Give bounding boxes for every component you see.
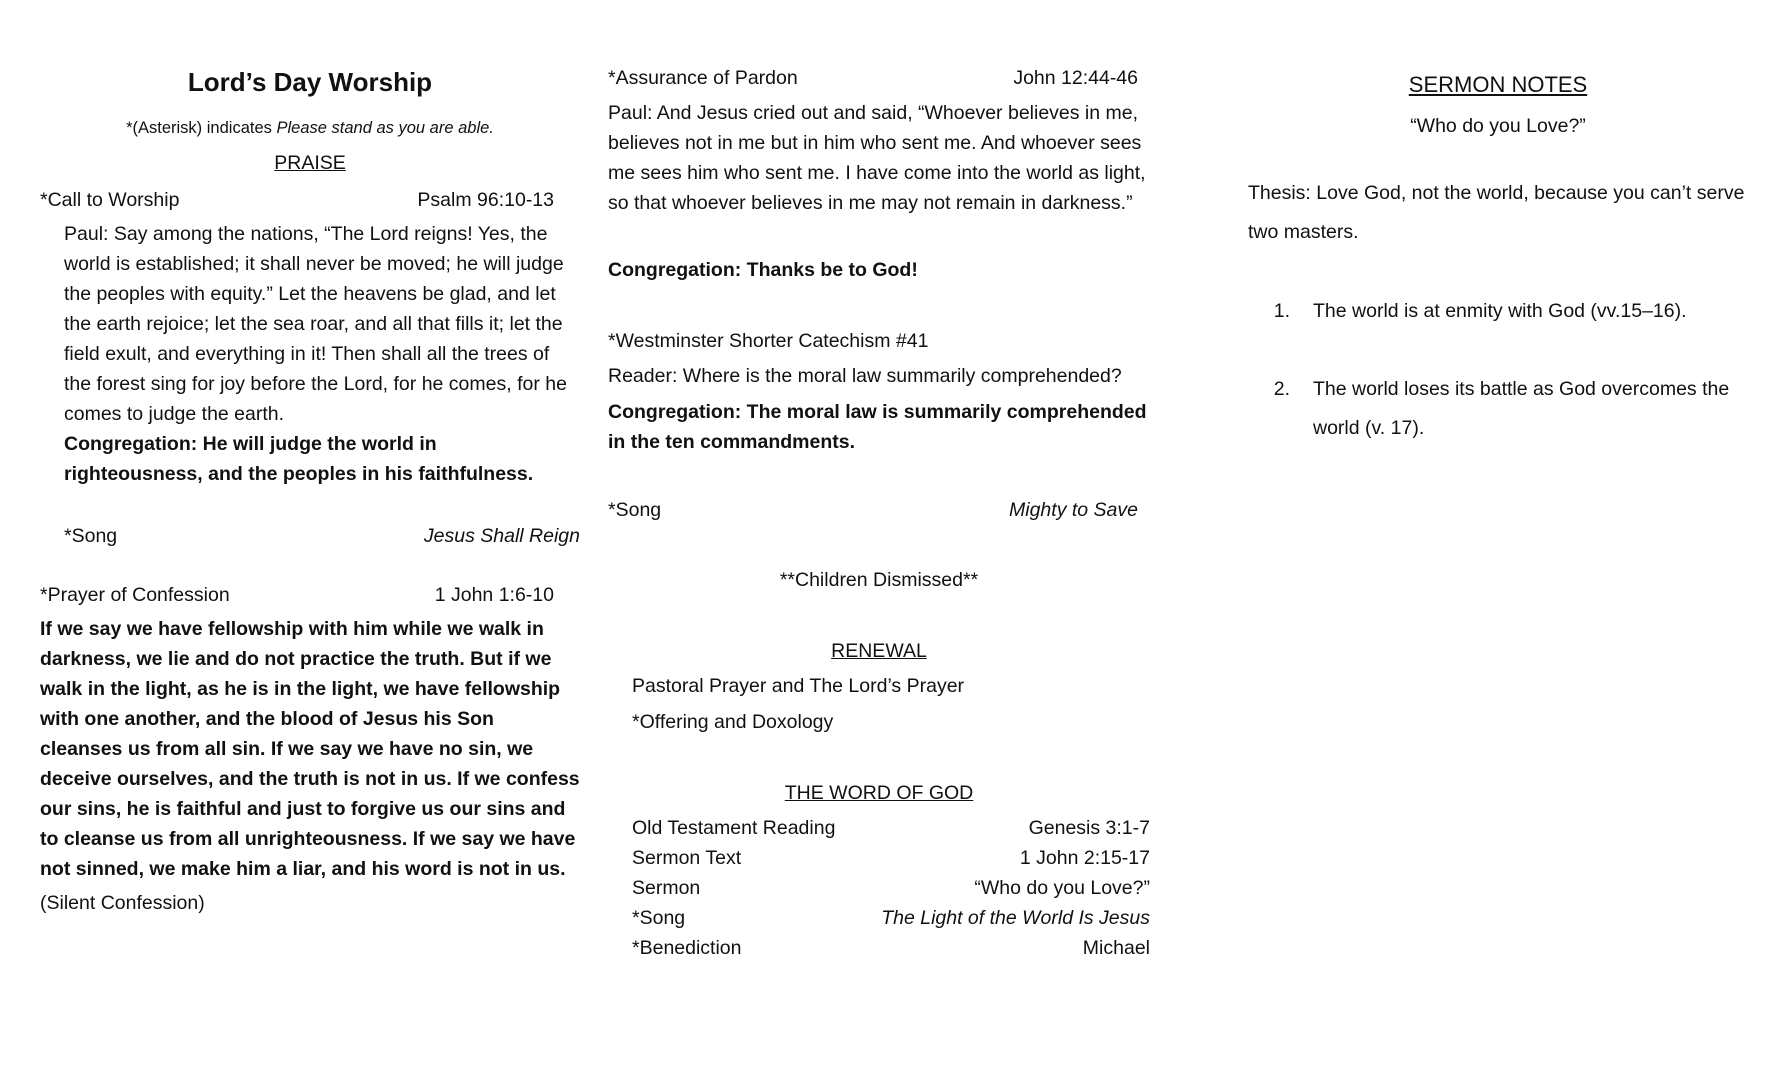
sermon-notes-subtitle: “Who do you Love?” <box>1410 115 1586 137</box>
word-item-row <box>608 843 1150 873</box>
asterisk-note: *(Asterisk) indicates Please stand as you are able. <box>126 119 494 137</box>
renewal-item: *Offering and Doxology <box>632 711 834 733</box>
catechism-response: Congregation: The moral law is summarily comprehended in the ten commandments. <box>608 401 1147 453</box>
sermon-point <box>1248 370 1748 448</box>
song-row <box>608 495 1150 525</box>
word-item-row <box>608 813 1150 843</box>
song-label: *Song <box>608 499 662 521</box>
word-item-row <box>608 873 1150 903</box>
word-item-value: Michael <box>1082 937 1150 959</box>
call-to-worship-label: *Call to Worship <box>40 189 180 211</box>
call-to-worship-row <box>40 185 580 215</box>
word-item-label: Sermon <box>632 877 701 899</box>
word-item-label: Old Testament Reading <box>632 817 836 839</box>
word-item-label: Sermon Text <box>632 847 742 869</box>
assurance-response: Congregation: Thanks be to God! <box>608 259 918 281</box>
renewal-heading: RENEWAL <box>831 640 927 662</box>
sermon-point-text: The world loses its battle as God overcomes the world (v. 17). <box>1313 378 1730 439</box>
assurance-label: *Assurance of Pardon <box>608 67 798 89</box>
song-label: *Song <box>64 525 118 547</box>
confession-row <box>40 580 580 610</box>
song-title: Jesus Shall Reign <box>423 525 580 547</box>
sermon-point <box>1248 292 1748 331</box>
call-to-worship-response: Congregation: He will judge the world in righteousness, and the peoples in his faithfulness. <box>64 433 534 485</box>
word-item-label: *Benediction <box>632 937 742 959</box>
confession-label: *Prayer of Confession <box>40 584 230 606</box>
sermon-thesis: Thesis: Love God, not the world, because you can’t serve two masters. <box>1248 182 1745 243</box>
confession-text: If we say we have fellowship with him while we walk in darkness, we lie and do not practice the truth. But if we walk in the light, as he is in the light, we have fellowship with one another, and the blood of Jesus his Son cleanses us from all sin. If we say we have no sin, we deceive ourselves, and the truth is not in us. If we confess our sins, he is faithful and just to forgive us our sins and to cleanse us from all unrighteousness. If we say we have not sinned, we make him a liar, and his word is not in us. <box>40 618 580 880</box>
sermon-point-text: The world is at enmity with God (vv.15–16). <box>1313 300 1687 322</box>
word-item-value: “Who do you Love?” <box>974 877 1150 899</box>
word-of-god-heading: THE WORD OF GOD <box>784 782 974 804</box>
word-item-row <box>608 903 1150 933</box>
catechism-reader: Reader: Where is the moral law summarily comprehended? <box>608 365 1122 387</box>
children-dismissed: **Children Dismissed** <box>779 569 979 591</box>
word-item-value: 1 John 2:15-17 <box>1019 847 1150 869</box>
sermon-notes-title: SERMON NOTES <box>1408 72 1588 97</box>
renewal-item: Pastoral Prayer and The Lord’s Prayer <box>632 675 965 697</box>
song-row <box>40 521 580 551</box>
confession-ref: 1 John 1:6-10 <box>434 584 554 606</box>
word-item-value: Genesis 3:1-7 <box>1028 817 1150 839</box>
word-item-value: The Light of the World Is Jesus <box>881 907 1150 929</box>
assurance-row <box>608 63 1150 93</box>
catechism-label: *Westminster Shorter Catechism #41 <box>608 330 929 352</box>
page-title: Lord’s Day Worship <box>187 67 433 97</box>
call-to-worship-ref: Psalm 96:10-13 <box>417 189 554 211</box>
song-title: Mighty to Save <box>1009 499 1138 521</box>
word-item-row <box>608 933 1150 963</box>
call-to-worship-text: Paul: Say among the nations, “The Lord reigns! Yes, the world is established; it shall never be moved; he will judge the peoples with equity.” Let the heavens be glad, and let the earth rejoice; let the sea roar, and all that fills it; let the field exult, and everything in it! Then shall all the trees of the forest sing for joy before the Lord, for he comes, for he comes to judge the earth. <box>64 223 567 425</box>
sermon-point-number: 2. <box>1273 378 1290 400</box>
word-item-label: *Song <box>632 907 686 929</box>
praise-heading: PRAISE <box>274 152 346 174</box>
assurance-ref: John 12:44-46 <box>1013 67 1138 89</box>
assurance-text: Paul: And Jesus cried out and said, “Whoever believes in me, believes not in me but in him who sent me. And whoever sees me sees him who sent me. I have come into the world as light, so that whoever believes in me may not remain in darkness.” <box>608 102 1146 214</box>
silent-confession: (Silent Confession) <box>40 892 205 914</box>
sermon-point-number: 1. <box>1273 300 1290 322</box>
